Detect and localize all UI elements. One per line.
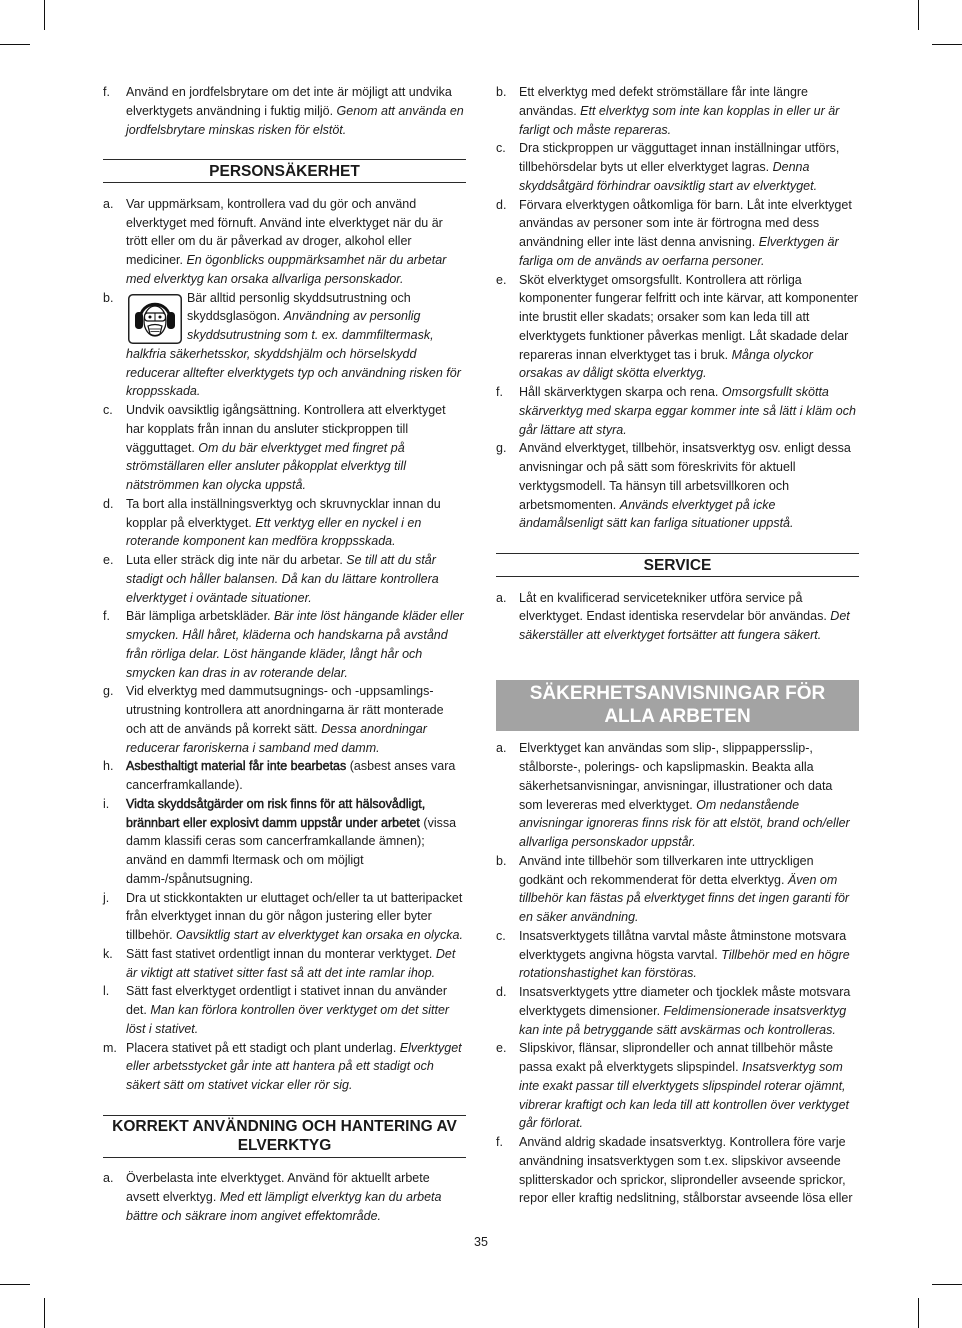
item-body — [126, 401, 466, 495]
list-item — [103, 982, 466, 1038]
list-item — [496, 139, 859, 195]
item-text: Ta bort alla inställningsverktyg och skruvnycklar innan du kopplar på elverktyget. — [126, 496, 441, 530]
item-label: i. — [103, 796, 110, 811]
banner-title-line: ALLA ARBETEN — [604, 706, 751, 728]
item-text: Undvik oavsiktlig igångsättning. Kontrollera att elverktyget har kopplats från innan du ansluter stickproppen till vägguttaget. — [126, 403, 446, 455]
item-label: e. — [103, 553, 114, 567]
item-text: Överbelasta inte elverktyget. Använd för aktuellt arbete avsett elverktyg. — [126, 1171, 430, 1204]
item-note: Bär inte löst hängande kläder eller smycken. Håll håret, kläderna och handskarna på avstånd från rörliga delar. Löst hängande kläder, långt hår och smycken kan dras in av roterande delar. — [126, 609, 464, 680]
list-item — [103, 289, 466, 402]
item-body — [519, 1039, 859, 1133]
item-note: Användning av personlig skyddsutrustning som t. ex. dammfiltermask, halkfria säkerhetsskor, skyddshjälm och hörselskydd reducerar alltefter elverktygets typ och användning risken för kroppsskada. — [126, 309, 461, 399]
list-item — [496, 1039, 859, 1133]
item-note: Genom att använda en jordfelsbrytare minskas risken för elstöt. — [126, 103, 464, 137]
item-label: c. — [496, 928, 506, 943]
section-heading-personal-safety: PERSONSÄKERHET — [103, 159, 466, 183]
list-item — [103, 495, 466, 551]
item-text: Förvara elverktygen oåtkomliga för barn. Låt inte elverktyget användas av personer som inte är förtrogna med dess användning eller inte läst denna anvisning. — [519, 197, 852, 249]
crop-mark — [0, 1284, 30, 1285]
item-label: c. — [496, 141, 506, 156]
section-heading-correct-use: KORREKT ANVÄNDNING OCH HANTERING AV ELVERKTYG — [103, 1115, 466, 1158]
item-emphasis: Vidta skyddsåtgärder om risk finns för att hälsovådligt, brännbart eller explosivt damm uppstår under arbetet — [126, 796, 426, 830]
item-emphasis: Asbesthaltigt material får inte bearbetas — [126, 759, 347, 774]
item-label: e. — [496, 1041, 507, 1056]
banner-title-line: SÄKERHETSANVISNINGAR FÖR — [529, 683, 826, 705]
item-text: Sköt elverktyget omsorgsfullt. Kontrollera att rörliga komponenter fungerar felfritt och inte kärvar, att komponenter inte brustit eller skadats; orsaker som kan leda till att elverktygets funktioner påverkas menligt. Låt skadade delar repareras innan elverktyget tas i bruk. — [519, 272, 859, 362]
item-body — [519, 589, 859, 645]
item-label: a. — [496, 741, 507, 756]
crop-mark — [918, 0, 919, 30]
item-text: Låt en kvalificerad servicetekniker utföra service på elverktyget. Endast identiska reservdelar bör användas. — [519, 590, 827, 624]
list-item — [496, 927, 859, 983]
list-item — [103, 945, 466, 983]
item-body — [519, 1133, 859, 1208]
item-label: e. — [496, 272, 507, 287]
item-note: Om du bär elverktyget med fingret på strömställaren eller ansluter påkopplat elverktyg till nätströmmen kan olycka uppstå. — [126, 440, 406, 492]
section-banner-all-work — [496, 680, 859, 731]
item-label: g. — [496, 441, 507, 456]
list-item — [496, 271, 859, 384]
item-note: Det säkerställer att elverktyget fortsätter att fungera säkert. — [519, 609, 850, 642]
list-item — [103, 795, 466, 889]
item-note: Även om tillbehör kan fästas på elverktyget finns det ingen garanti för en säker användning. — [519, 872, 850, 925]
item-note: Denna skyddsåtgärd förhindrar oavsiktlig start av elverktyget. — [519, 160, 818, 193]
item-label: b. — [496, 85, 507, 99]
item-label: d. — [103, 496, 114, 511]
item-label: b. — [496, 853, 507, 868]
crop-mark — [918, 1298, 919, 1328]
item-text: Ett elverktyg med defekt strömställare får inte längre användas. — [519, 85, 809, 118]
item-text: Håll skärverktygen skarpa och rena. — [519, 385, 719, 399]
list-item — [103, 1169, 466, 1225]
item-note: Man kan förlora kontrollen över verktyget om det sitter löst i stativet. — [126, 1003, 450, 1036]
item-body — [519, 383, 859, 439]
crop-mark — [932, 44, 962, 45]
crop-mark — [44, 0, 45, 30]
item-body — [126, 1169, 466, 1225]
item-text: Dra ut stickkontakten ur eluttaget och/eller ta ut batteripacket från elverktyget innan du gör någon justering eller byter tillbehör. — [126, 890, 463, 942]
list-item — [496, 83, 859, 139]
item-note: Insatsverktyg som inte exakt passar till elverktygets slipspindel roterar ojämnt, vibrerar kraftigt och kan leda till att kontrollen över verktyget går förlorat. — [519, 1060, 850, 1131]
item-text: Använd elverktyget, tillbehör, insatsverktyg osv. enligt dessa anvisningar och på sätt som föreskrivits för aktuell verktygsmodell. Ta hänsyn till arbetsvillkoren och arbetsmomenten. — [519, 441, 851, 512]
item-body — [126, 289, 466, 402]
crop-mark — [932, 1284, 962, 1285]
item-label: l. — [103, 984, 110, 999]
item-body — [126, 889, 466, 945]
item-text: Använd aldrig skadade insatsverktyg. Kontrollera före varje användning insatsverktygen som t.ex. slipskivor avseende splitterskador och sprickor, sliprondeller avseende sprickor, repor eller kraftig nedslitning, stålborstar avseende lösa eller — [519, 1135, 853, 1206]
right-column — [496, 83, 859, 1208]
item-text: Placera stativet på ett stadigt och plant underlag. — [126, 1040, 397, 1055]
list-item — [496, 1133, 859, 1208]
item-label: f. — [496, 385, 503, 399]
item-label: b. — [103, 290, 114, 305]
item-note: Tillbehör med en högre rotationshastighet kan förstöras. — [519, 947, 850, 981]
item-body — [126, 495, 466, 551]
item-text: Bär lämpliga arbetskläder. — [126, 609, 271, 624]
item-label: f. — [496, 1135, 503, 1150]
item-body — [519, 927, 859, 983]
list-item — [103, 607, 466, 682]
list-item — [496, 852, 859, 927]
item-body — [126, 795, 466, 889]
list-item — [496, 589, 859, 645]
item-label: a. — [103, 196, 114, 211]
item-body — [126, 83, 466, 139]
list-item — [103, 83, 466, 139]
list-item — [496, 739, 859, 852]
item-note: Se till att du står stadigt och håller balansen. Då kan du lättare kontrollera elverktyget i oväntade situationer. — [126, 553, 439, 605]
item-label: f. — [103, 609, 110, 624]
item-text: Bär alltid personlig skyddsutrustning och skyddsglasögon. — [187, 290, 411, 324]
item-text: Dra stickproppen ur vägguttaget innan inställningar utförs, tillbehörsdelar byts ut eller elverktyget lagras. — [519, 141, 840, 174]
item-note: Det är viktigt att stativet sitter fast så att det inte ramlar ihop. — [126, 946, 456, 980]
item-label: c. — [103, 403, 113, 417]
list-item — [496, 196, 859, 271]
item-body — [519, 439, 859, 533]
item-text: Slipskivor, flänsar, sliprondeller och annat tillbehör måste passa exakt på elverktygets slipspindel. — [519, 1041, 834, 1075]
crop-mark — [44, 1298, 45, 1328]
item-text: (asbest anses vara cancerframkallande). — [126, 759, 456, 792]
item-body — [519, 739, 859, 852]
item-note: En ögonblicks ouppmärksamhet när du arbetar med elverktyg kan orsaka allvarliga personskador. — [126, 253, 447, 286]
item-body — [126, 195, 466, 289]
item-body — [519, 983, 859, 1039]
protective-equipment-icon — [128, 294, 182, 344]
list-item — [103, 401, 466, 495]
item-label: a. — [103, 1171, 114, 1186]
list-item — [103, 195, 466, 289]
list-item — [103, 682, 466, 757]
section-heading-service: SERVICE — [496, 553, 859, 577]
item-note: Elverktyget eller arbetsstycket går inte att hantera på ett stadigt och säkert sätt om stativet vickar eller rör sig. — [126, 1040, 462, 1092]
item-text: Elverktyget kan användas som slip-, slippappersslip-, stålborste-, polerings- och kapslipmaskin. Beakta alla säkerhetsanvisningar, anvisningar, illustrationer och data som levereras med elverktyget. — [519, 741, 833, 812]
left-column — [103, 83, 466, 1226]
item-label: j. — [103, 890, 110, 905]
item-note: Många olyckor orsakas av dåligt skötta elverktyg. — [519, 347, 813, 381]
list-item — [103, 757, 466, 795]
item-note: Omsorgsfullt skötta skärverktyg med skarpa eggar kommer inte så lätt i kläm och går lättare att styra. — [519, 385, 856, 437]
item-label: d. — [496, 985, 507, 1000]
list-item — [496, 383, 859, 439]
item-text: Använd en jordfelsbrytare om det inte är möjligt att undvika elverktygets användning i fuktig miljö. — [126, 85, 452, 118]
item-body — [519, 852, 859, 927]
item-body — [519, 83, 859, 139]
item-label: g. — [103, 684, 114, 699]
item-text: Var uppmärksam, kontrollera vad du gör och använd elverktyget med förnuft. Använd inte elverktyget när du är trött eller om du är påverkad av droger, alkohol eller mediciner. — [126, 196, 443, 267]
list-item — [496, 439, 859, 533]
item-label: m. — [103, 1040, 117, 1055]
item-note: Feldimensionerade insatsverktyg kan inte på betryggande sätt avskärmas och kontrolleras. — [519, 1003, 847, 1037]
item-body — [126, 945, 466, 983]
item-text: Vid elverktyg med dammutsugnings- och -uppsamlings-utrustning kontrollera att anordningarna är rätt monterade och att de används på korrekt sätt. — [126, 684, 444, 736]
item-text: Insatsverktygets tillåtna varvtal måste åtminstone motsvara elverktygets angivna högsta varvtal. — [519, 928, 847, 962]
list-item — [103, 889, 466, 945]
item-label: f. — [103, 85, 110, 99]
item-note: Ett verktyg eller en nyckel i en roterande komponent kan medföra kroppsskada. — [126, 515, 422, 549]
item-body — [126, 551, 466, 607]
item-text: Sätt fast elverktyget ordentligt i stativet innan du använder det. — [126, 984, 448, 1017]
item-text: Insatsverktygets yttre diameter och tjocklek måste motsvara elverktygets dimensioner. — [519, 985, 851, 1018]
item-note: Dessa anordningar reducerar faroriskerna i samband med damm. — [126, 721, 427, 755]
crop-mark — [0, 44, 30, 45]
item-text: Luta eller sträck dig inte när du arbetar. — [126, 553, 343, 567]
item-note: Om nedanstående anvisningar ignoreras finns risk för att elstöt, brand och/eller allvarliga personskador uppstår. — [519, 797, 850, 850]
item-note: Ett elverktyg som inte kan kopplas in eller ur är farligt och måste repareras. — [519, 103, 840, 137]
item-text: (vissa damm klassifi ceras som cancerframkallande ämnen); använd en dammfi ltermask och om möjligt damm-/spånutsugning. — [126, 815, 457, 886]
item-body — [126, 757, 466, 795]
item-body — [126, 982, 466, 1038]
item-body — [519, 271, 859, 384]
item-body — [126, 1039, 466, 1095]
list-item — [496, 983, 859, 1039]
item-body — [519, 139, 859, 195]
item-text: Sätt fast stativet ordentligt innan du monterar verktyget. — [126, 946, 433, 961]
item-note: Används elverktyget på icke ändamålsenligt sätt kan farliga situationer uppstå. — [519, 497, 794, 531]
item-note: Oavsiktlig start av elverktyget kan orsaka en olycka. — [176, 928, 463, 942]
item-label: k. — [103, 946, 113, 961]
list-item — [103, 1039, 466, 1095]
page-number: 35 — [474, 1235, 488, 1249]
item-note: Elverktygen är farliga om de används av oerfarna personer. — [519, 235, 839, 268]
item-label: a. — [496, 590, 507, 605]
item-label: h. — [103, 759, 114, 774]
item-label: d. — [496, 197, 507, 212]
list-item — [103, 551, 466, 607]
item-body — [126, 682, 466, 757]
item-note: Med ett lämpligt elverktyg kan du arbeta bättre och säkrare inom angivet effektområde. — [126, 1190, 442, 1223]
item-text: Använd inte tillbehör som tillverkaren inte uttryckligen godkänt och rekommenderat för detta elverktyg. — [519, 853, 814, 887]
item-body — [519, 196, 859, 271]
item-body — [126, 607, 466, 682]
